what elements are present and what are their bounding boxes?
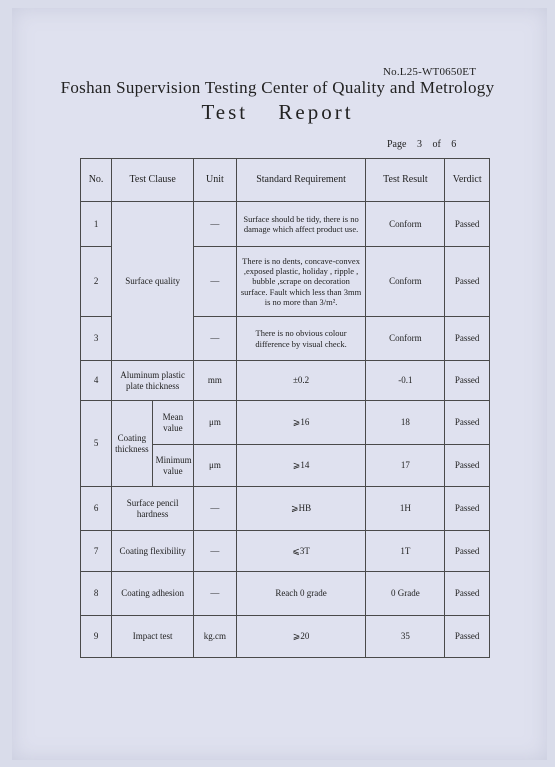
test-results-table	[80, 158, 490, 658]
row-clause: Coating flexibility	[112, 531, 194, 572]
table-row	[81, 531, 490, 572]
col-header-verdict: Verdict	[445, 159, 490, 202]
row-result: 0 Grade	[366, 572, 445, 616]
page-current: 3	[416, 139, 422, 150]
page-of: of	[432, 139, 441, 150]
row-verdict: Passed	[445, 202, 490, 247]
row-requirement: ⩾14	[236, 445, 366, 487]
row-clause: Coating adhesion	[112, 572, 194, 616]
row-result: 35	[366, 616, 445, 658]
col-header-test-clause: Test Clause	[112, 159, 194, 202]
row-result: Conform	[366, 317, 445, 361]
row-verdict: Passed	[445, 247, 490, 317]
row-verdict: Passed	[445, 445, 490, 487]
row-verdict: Passed	[445, 572, 490, 616]
row-no: 6	[81, 487, 112, 531]
row-unit: —	[194, 572, 237, 616]
row-requirement: Surface should be tidy, there is no damage which affect product use.	[236, 202, 366, 247]
table-row	[81, 487, 490, 531]
col-header-standard-requirement: Standard Requirement	[236, 159, 366, 202]
row-result: 1H	[366, 487, 445, 531]
row-verdict: Passed	[445, 616, 490, 658]
row-no: 7	[81, 531, 112, 572]
row-clause: Coating thickness	[112, 401, 152, 487]
row-no: 1	[81, 202, 112, 247]
row-sub-clause: Minimum value	[152, 445, 194, 487]
row-verdict: Passed	[445, 361, 490, 401]
col-header-test-result: Test Result	[366, 159, 445, 202]
row-requirement: ±0.2	[236, 361, 366, 401]
row-no: 3	[81, 317, 112, 361]
row-clause: Surface quality	[112, 202, 194, 361]
organization-name: Foshan Supervision Testing Center of Quality and Metrology	[60, 78, 495, 97]
table-row	[81, 616, 490, 658]
col-header-unit: Unit	[194, 159, 237, 202]
row-unit: —	[194, 247, 237, 317]
row-unit: —	[194, 487, 237, 531]
row-result: 18	[366, 401, 445, 445]
table-header-row	[81, 159, 490, 202]
row-no: 5	[81, 401, 112, 487]
row-clause: Aluminum plastic plate thickness	[112, 361, 194, 401]
row-unit: μm	[194, 401, 237, 445]
table-row	[81, 361, 490, 401]
row-no: 8	[81, 572, 112, 616]
row-unit: kg.cm	[194, 616, 237, 658]
page-indicator	[387, 139, 464, 150]
table-row	[81, 572, 490, 616]
report-title: Test Report	[201, 100, 354, 124]
table-row	[81, 401, 490, 445]
row-unit: —	[194, 531, 237, 572]
table-row	[81, 202, 490, 247]
page-label: Page	[387, 139, 407, 150]
row-verdict: Passed	[445, 487, 490, 531]
row-verdict: Passed	[445, 317, 490, 361]
row-result: 1T	[366, 531, 445, 572]
row-unit: —	[194, 202, 237, 247]
row-requirement: Reach 0 grade	[236, 572, 366, 616]
row-unit: —	[194, 317, 237, 361]
row-requirement: There is no dents, concave-convex ,exposed plastic, holiday , ripple , bubble ,scrape on decoration surface. Fault which less than 3mm is no more than 3/m².	[236, 247, 366, 317]
row-verdict: Passed	[445, 401, 490, 445]
row-clause: Impact test	[112, 616, 194, 658]
row-requirement: There is no obvious colour difference by visual check.	[236, 317, 366, 361]
row-result: Conform	[366, 247, 445, 317]
row-no: 4	[81, 361, 112, 401]
report-number: No.L25-WT0650ET	[383, 66, 477, 78]
row-unit: μm	[194, 445, 237, 487]
row-requirement: ⩽3T	[236, 531, 366, 572]
row-sub-clause: Mean value	[152, 401, 194, 445]
row-result: Conform	[366, 202, 445, 247]
row-result: 17	[366, 445, 445, 487]
page-total: 6	[451, 139, 457, 150]
row-clause: Surface pencil hardness	[112, 487, 194, 531]
seal-stamp-fragment	[533, 340, 551, 450]
row-verdict: Passed	[445, 531, 490, 572]
row-requirement: ⩾HB	[236, 487, 366, 531]
row-no: 2	[81, 247, 112, 317]
row-no: 9	[81, 616, 112, 658]
row-result: -0.1	[366, 361, 445, 401]
row-unit: mm	[194, 361, 237, 401]
row-requirement: ⩾20	[236, 616, 366, 658]
row-requirement: ⩾16	[236, 401, 366, 445]
col-header-no: No.	[81, 159, 112, 202]
